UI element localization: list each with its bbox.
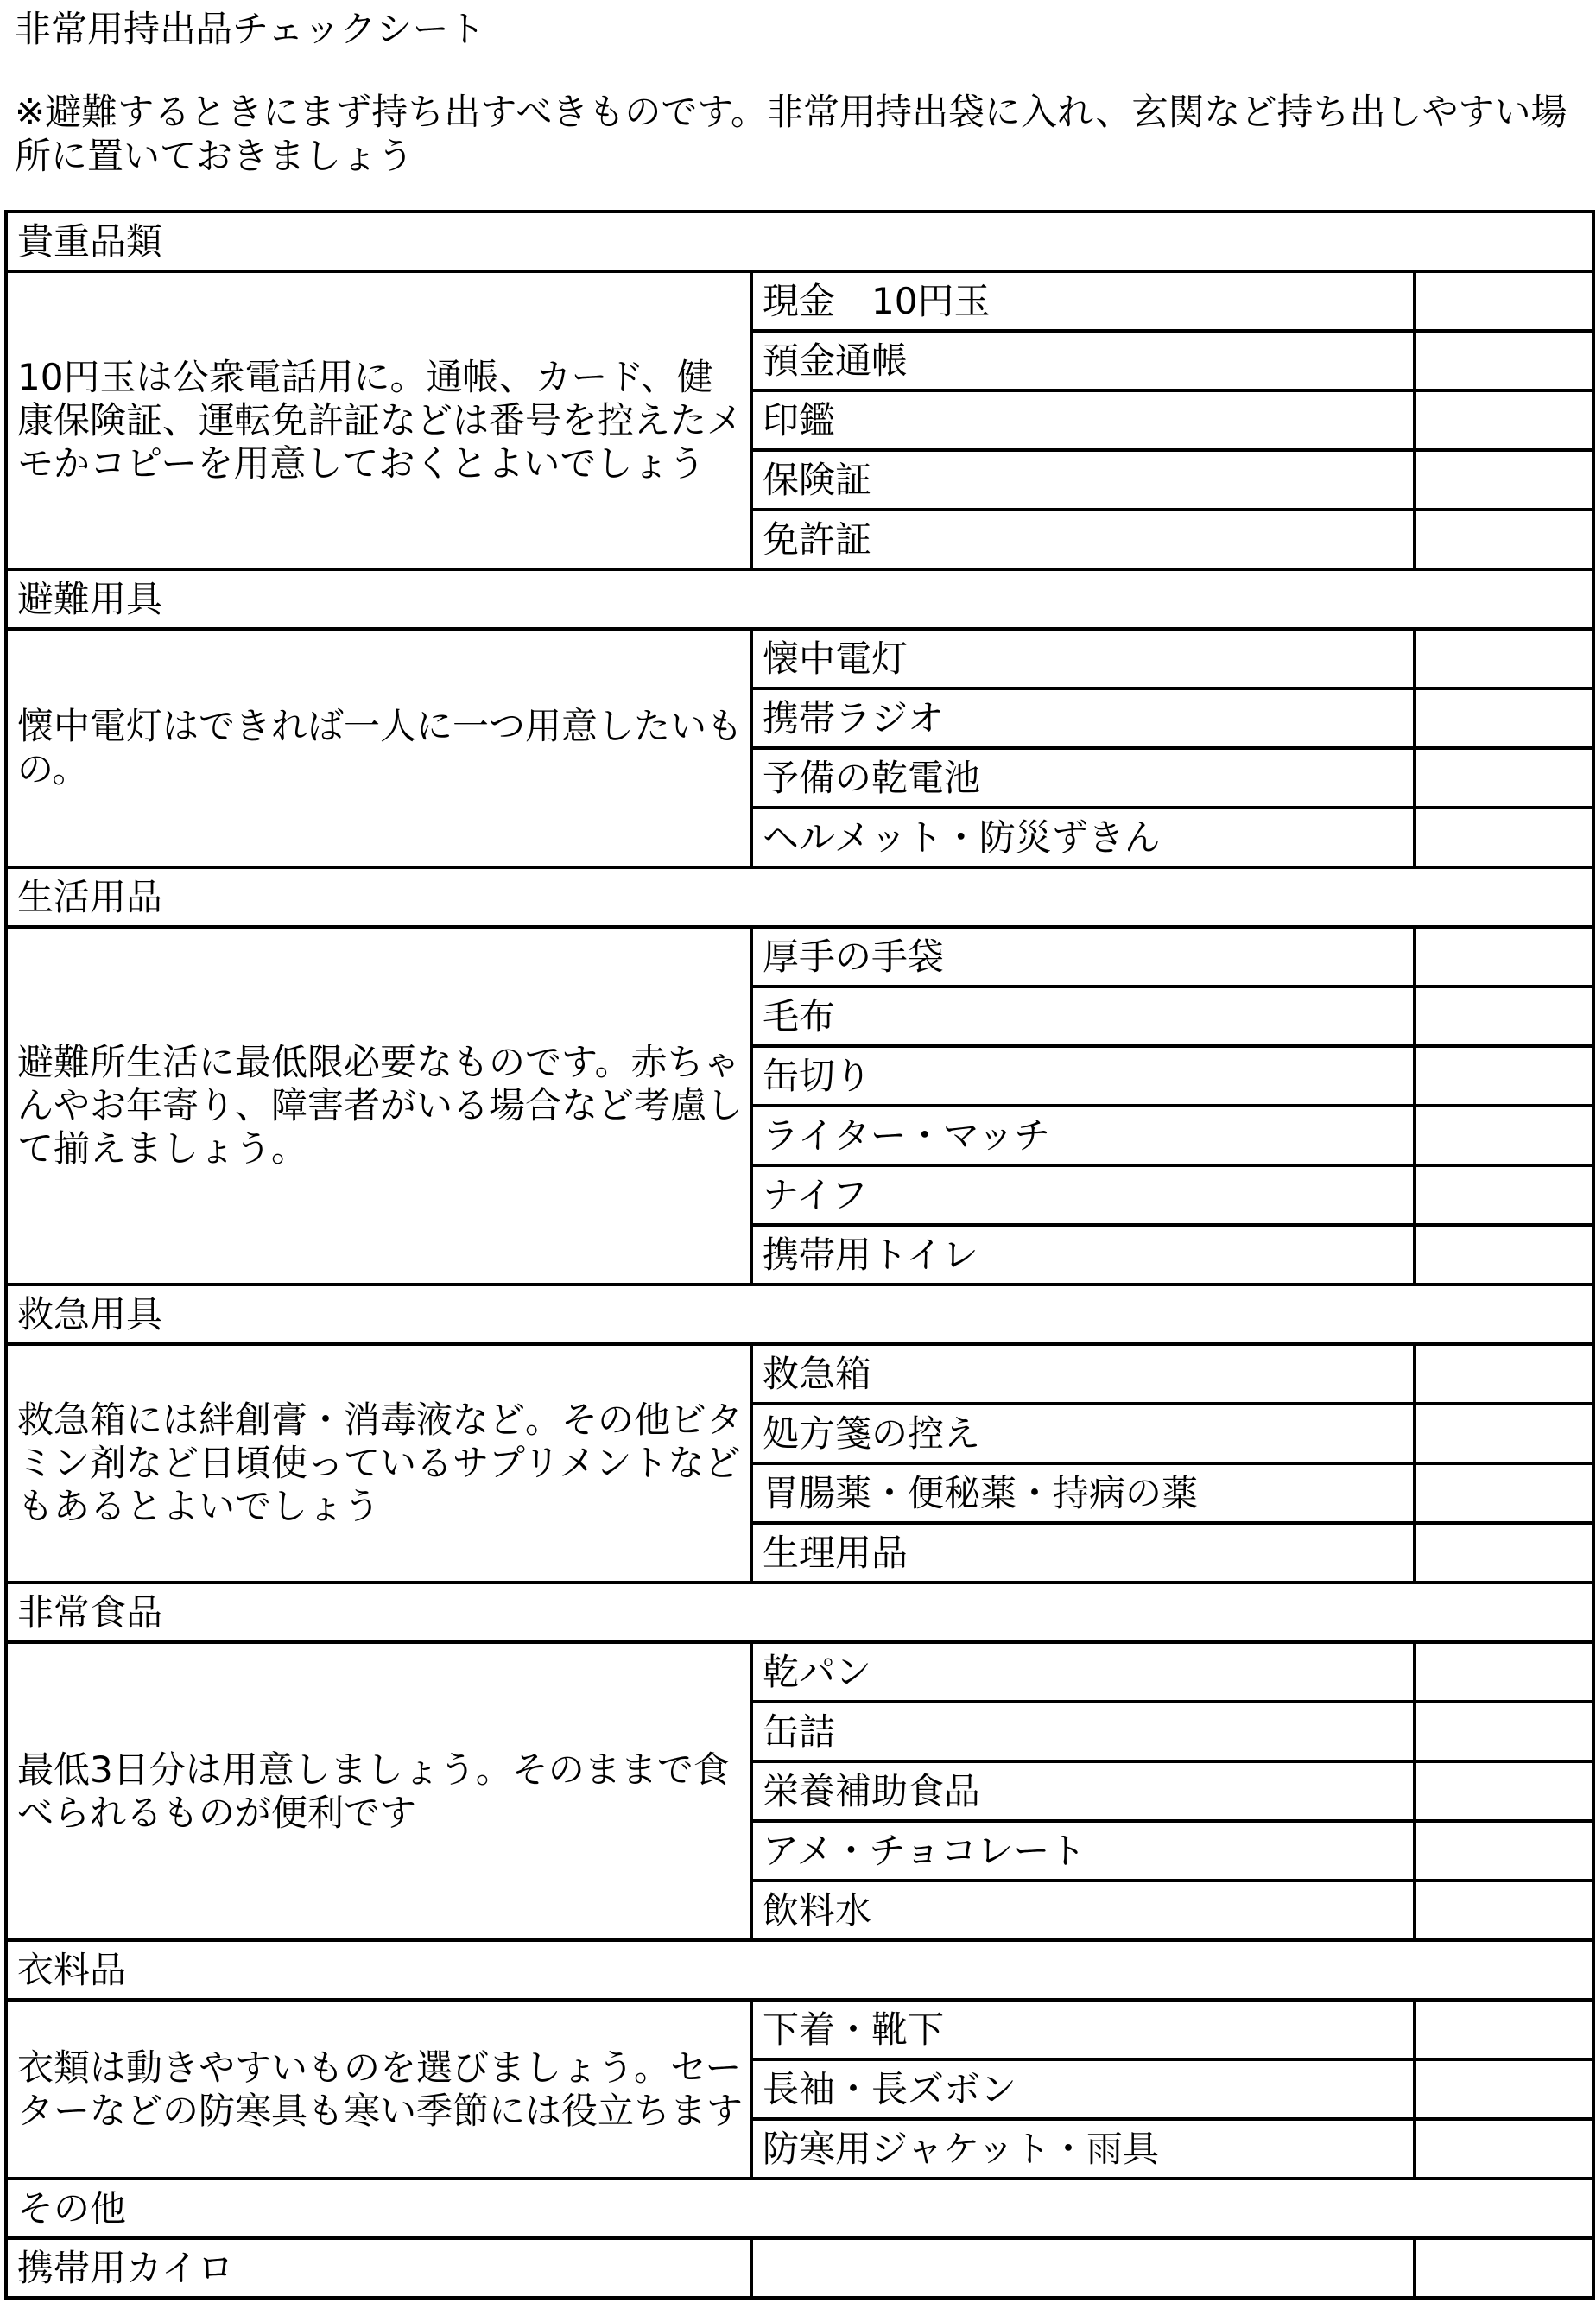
- category-header-row: [6, 569, 1593, 629]
- check-cell[interactable]: [1415, 927, 1593, 987]
- category-name: その他: [6, 2179, 1593, 2238]
- category-header-row: [6, 1285, 1593, 1344]
- item-name: 携帯用トイレ: [751, 1225, 1415, 1285]
- item-name: ナイフ: [751, 1165, 1415, 1225]
- item-name: 防寒用ジャケット・雨具: [751, 2119, 1415, 2179]
- item-name: 生理用品: [751, 1523, 1415, 1583]
- category-header-row: [6, 1940, 1593, 2000]
- category-name: 非常食品: [6, 1583, 1593, 1642]
- item-name: 毛布: [751, 987, 1415, 1046]
- check-cell[interactable]: [1415, 1702, 1593, 1761]
- check-cell[interactable]: [1415, 987, 1593, 1046]
- category-description: 携帯用カイロ: [6, 2238, 751, 2298]
- category-header-row: [6, 867, 1593, 927]
- item-name: 缶切り: [751, 1046, 1415, 1106]
- item-name: 懐中電灯: [751, 629, 1415, 688]
- category-header-row: [6, 1583, 1593, 1642]
- item-name: 現金 10円玉: [751, 271, 1415, 331]
- checklist-item-row: [6, 2238, 1593, 2298]
- category-description: 衣類は動きやすいものを選びましょう。セーターなどの防寒具も寒い季節には役立ちます: [6, 2000, 751, 2179]
- item-name: 栄養補助食品: [751, 1761, 1415, 1821]
- category-header-row: [6, 2179, 1593, 2238]
- page-title: 非常用持出品チェックシート: [15, 8, 485, 50]
- item-name: ライター・マッチ: [751, 1106, 1415, 1165]
- check-cell[interactable]: [1415, 1761, 1593, 1821]
- item-name: 処方箋の控え: [751, 1404, 1415, 1463]
- item-name: 缶詰: [751, 1702, 1415, 1761]
- item-name: 胃腸薬・便秘薬・持病の薬: [751, 1463, 1415, 1523]
- checklist-item-row: [6, 629, 1593, 688]
- item-name: 飲料水: [751, 1881, 1415, 1940]
- check-cell[interactable]: [1415, 808, 1593, 867]
- checklist-item-row: [6, 1344, 1593, 1404]
- check-cell[interactable]: [1415, 1225, 1593, 1285]
- check-cell[interactable]: [1415, 331, 1593, 390]
- category-name: 貴重品類: [6, 212, 1593, 271]
- item-name: 免許証: [751, 510, 1415, 569]
- check-cell[interactable]: [1415, 2000, 1593, 2059]
- checklist-item-row: [6, 1642, 1593, 1702]
- item-name: 長袖・長ズボン: [751, 2059, 1415, 2119]
- item-name: 厚手の手袋: [751, 927, 1415, 987]
- check-cell[interactable]: [1415, 450, 1593, 510]
- checklist-item-row: [6, 927, 1593, 987]
- instruction-note: ※避難するときにまず持ち出すべきものです。非常用持出袋に入れ、玄関など持ち出しやすい場所に置いておきましょう: [15, 91, 1568, 177]
- check-cell[interactable]: [1415, 271, 1593, 331]
- check-cell[interactable]: [1415, 1463, 1593, 1523]
- check-cell[interactable]: [1415, 390, 1593, 450]
- item-name: 携帯ラジオ: [751, 688, 1415, 748]
- check-cell[interactable]: [1415, 1106, 1593, 1165]
- item-name: 予備の乾電池: [751, 748, 1415, 808]
- check-cell[interactable]: [1415, 510, 1593, 569]
- category-header-row: [6, 212, 1593, 271]
- item-name: ヘルメット・防災ずきん: [751, 808, 1415, 867]
- category-description: 最低3日分は用意しましょう。そのままで食べられるものが便利です: [6, 1642, 751, 1940]
- checklist-item-row: [6, 2000, 1593, 2059]
- item-name: [751, 2238, 1415, 2298]
- check-cell[interactable]: [1415, 2059, 1593, 2119]
- category-description: 懐中電灯はできれば一人に一つ用意したいもの。: [6, 629, 751, 867]
- check-cell[interactable]: [1415, 1344, 1593, 1404]
- item-name: 救急箱: [751, 1344, 1415, 1404]
- category-name: 生活用品: [6, 867, 1593, 927]
- item-name: 乾パン: [751, 1642, 1415, 1702]
- check-cell[interactable]: [1415, 2238, 1593, 2298]
- item-name: 下着・靴下: [751, 2000, 1415, 2059]
- check-cell[interactable]: [1415, 748, 1593, 808]
- check-cell[interactable]: [1415, 1821, 1593, 1881]
- check-cell[interactable]: [1415, 1881, 1593, 1940]
- checklist-item-row: [6, 271, 1593, 331]
- check-cell[interactable]: [1415, 2119, 1593, 2179]
- category-description: 救急箱には絆創膏・消毒液など。その他ビタミン剤など日頃使っているサプリメントなどもあるとよいでしょう: [6, 1344, 751, 1583]
- check-cell[interactable]: [1415, 629, 1593, 688]
- check-cell[interactable]: [1415, 1165, 1593, 1225]
- category-name: 避難用具: [6, 569, 1593, 629]
- category-description: 10円玉は公衆電話用に。通帳、カード、健康保険証、運転免許証などは番号を控えたメモかコピーを用意しておくとよいでしょう: [6, 271, 751, 569]
- check-cell[interactable]: [1415, 1523, 1593, 1583]
- check-cell[interactable]: [1415, 1404, 1593, 1463]
- check-cell[interactable]: [1415, 1046, 1593, 1106]
- item-name: 預金通帳: [751, 331, 1415, 390]
- check-cell[interactable]: [1415, 1642, 1593, 1702]
- category-name: 衣料品: [6, 1940, 1593, 2000]
- item-name: アメ・チョコレート: [751, 1821, 1415, 1881]
- check-cell[interactable]: [1415, 688, 1593, 748]
- item-name: 保険証: [751, 450, 1415, 510]
- checklist-table: [4, 210, 1595, 2300]
- category-name: 救急用具: [6, 1285, 1593, 1344]
- category-description: 避難所生活に最低限必要なものです。赤ちゃんやお年寄り、障害者がいる場合など考慮して揃えましょう。: [6, 927, 751, 1285]
- item-name: 印鑑: [751, 390, 1415, 450]
